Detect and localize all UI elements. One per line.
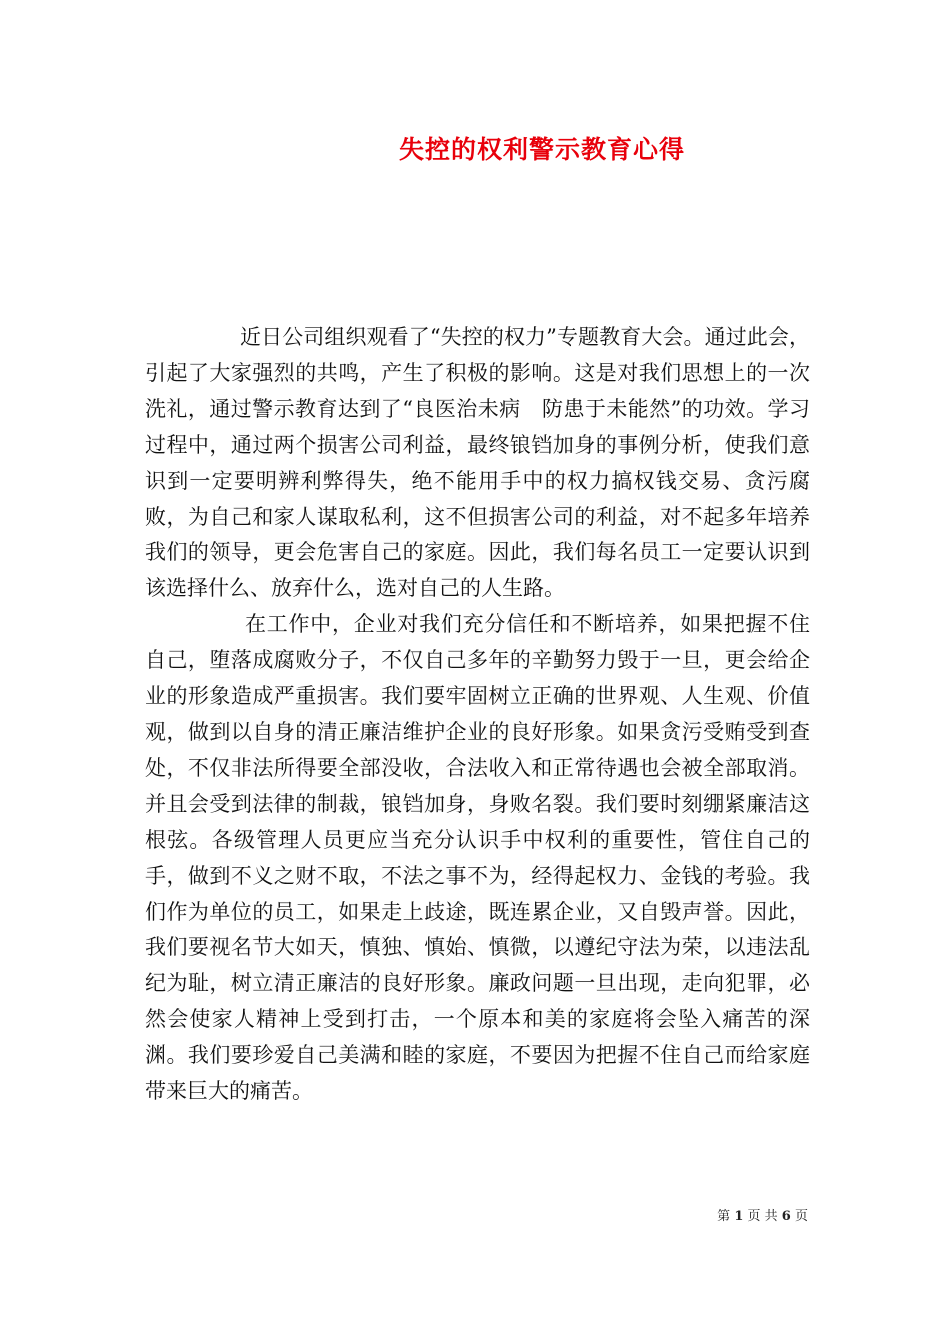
current-page-number: 1	[734, 1209, 744, 1224]
footer-middle: 页 共	[747, 1209, 778, 1224]
paragraph-1: 近日公司组织观看了“失控的权力”专题教育大会。通过此会，引起了大家强烈的共鸣，产生了积极的影响。这是对我们思想上的一次洗礼，通过警示教育达到了“良医治未病 防患于未能然”的功效。学习过程中，通过两个损害公司利益，最终锒铛加身的事例分析，使我们意识到一定要明辨利弊得失，绝不能用手中的权力搞权钱交易、贪污腐败，为自己和家人谋取私利，这不但损害公司的利益，对不起多年培养我们的领导，更会危害自己的家庭。因此，我们每名员工一定要认识到该选择什么、放弃什么，选对自己的人生路。	[145, 325, 810, 601]
document-title: 失控的权利警示教育心得	[398, 135, 685, 164]
total-pages-number: 6	[781, 1209, 791, 1224]
paragraph-2: 在工作中，企业对我们充分信任和不断培养，如果把握不住自己，堕落成腐败分子，不仅自己多年的辛勤努力毁于一旦，更会给企业的形象造成严重损害。我们要牢固树立正确的世界观、人生观、价值观，做到以自身的清正廉洁维护企业的良好形象。如果贪污受贿受到查处，不仅非法所得要全部没收，合法收入和正常待遇也会被全部取消。并且会受到法律的制裁，锒铛加身，身败名裂。我们要时刻绷紧廉洁这根弦。各级管理人员更应当充分认识手中权利的重要性，管住自己的手，做到不义之财不取，不法之事不为，经得起权力、金钱的考验。我们作为单位的员工，如果走上歧途，既连累企业，又自毁声誉。因此，我们要视名节大如天，慎独、慎始、慎微，以遵纪守法为荣，以违法乱纪为耻，树立清正廉洁的良好形象。廉政问题一旦出现，走向犯罪，必然会使家人精神上受到打击，一个原本和美的家庭将会坠入痛苦的深渊。我们要珍爱自己美满和睦的家庭，不要因为把握不住自己而给家庭带来巨大的痛苦。	[145, 612, 810, 1104]
document-body	[145, 320, 810, 1110]
page-footer	[717, 1205, 808, 1224]
footer-prefix: 第	[717, 1209, 731, 1224]
footer-suffix: 页	[794, 1209, 808, 1224]
